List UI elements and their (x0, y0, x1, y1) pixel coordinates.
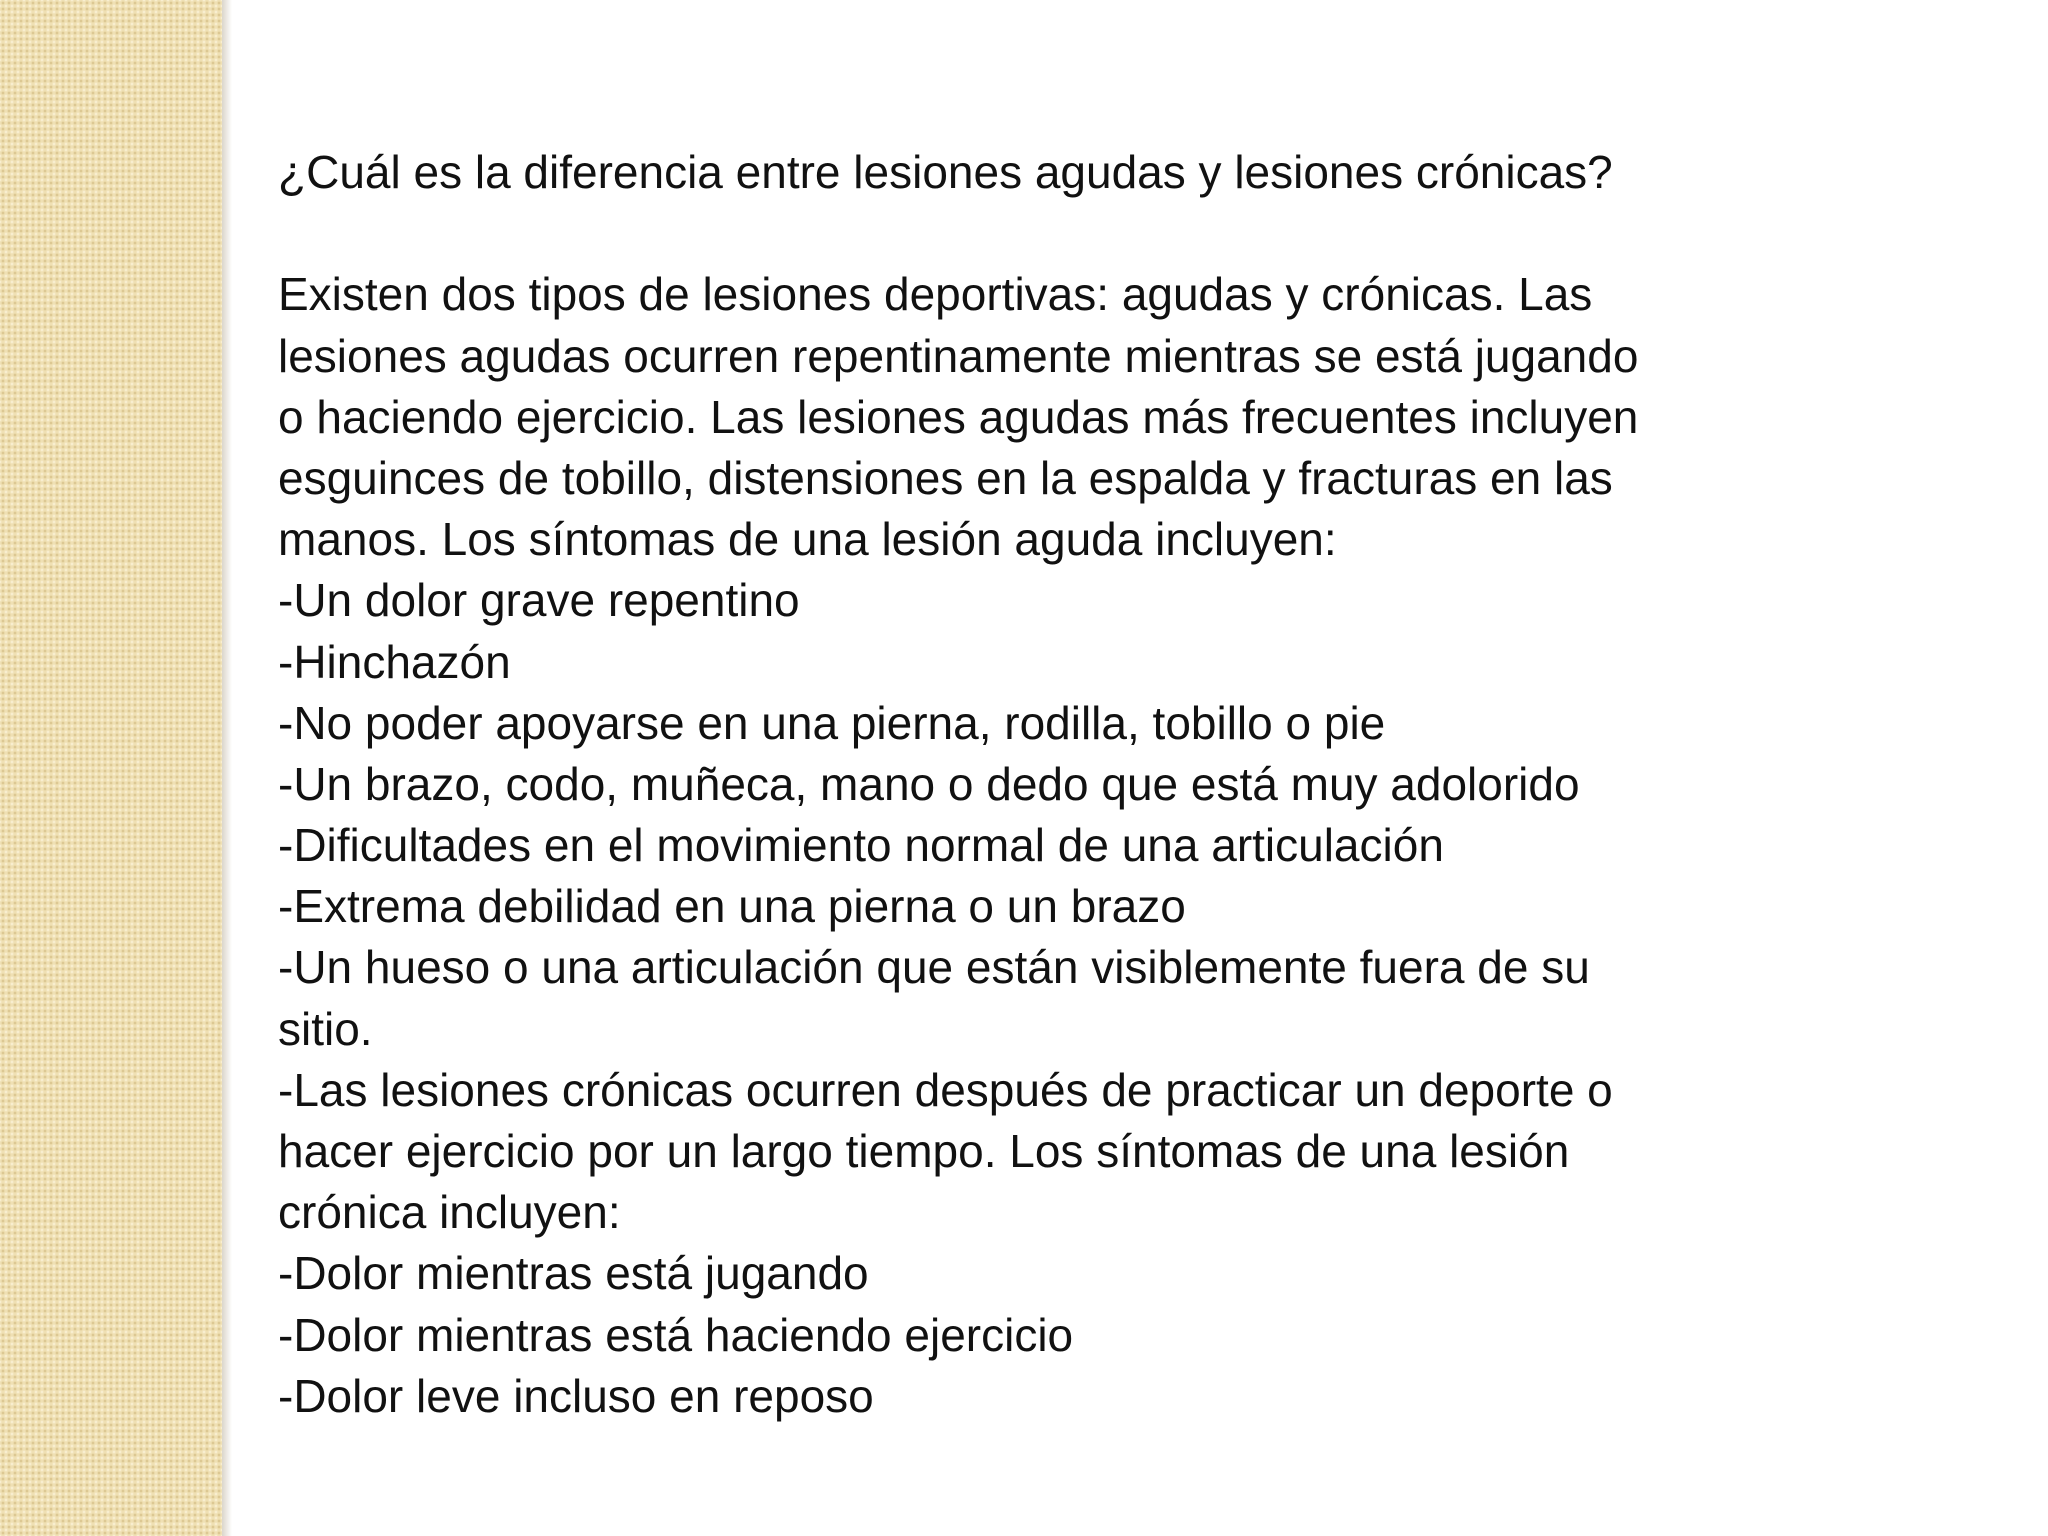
symptom-item: -Dolor leve incluso en reposo (278, 1369, 874, 1422)
symptom-item: -Dificultades en el movimiento normal de una articulación (278, 819, 1444, 872)
decorative-side-band (0, 0, 222, 1536)
text-line: Existen dos tipos de lesiones deportivas: agudas y crónicas. Las (278, 268, 1593, 321)
text-line: hacer ejercicio por un largo tiempo. Los síntomas de una lesión (278, 1125, 1570, 1177)
slide-text-block (278, 142, 1838, 1427)
blank-line (278, 203, 1838, 264)
symptom-item: -Un hueso o una articulación que están visiblemente fuera de su (278, 941, 1590, 994)
text-line: -Las lesiones crónicas ocurren después de practicar un deporte o (278, 1063, 1613, 1116)
text-line: manos. Los síntomas de una lesión aguda incluyen: (278, 513, 1337, 566)
symptom-item: -No poder apoyarse en una pierna, rodilla, tobillo o pie (278, 696, 1386, 749)
symptom-item: -Un brazo, codo, muñeca, mano o dedo que está muy adolorido (278, 757, 1580, 810)
symptom-item: -Hinchazón (278, 635, 511, 688)
symptom-item: -Dolor mientras está haciendo ejercicio (278, 1308, 1074, 1361)
text-line: o haciendo ejercicio. Las lesiones agudas más frecuentes incluyen (278, 390, 1639, 443)
text-line: sitio. (278, 1002, 373, 1055)
text-line: crónica incluyen: (278, 1186, 621, 1239)
symptom-item: -Extrema debilidad en una pierna o un brazo (278, 880, 1186, 933)
question-heading: ¿Cuál es la diferencia entre lesiones agudas y lesiones crónicas? (278, 146, 1613, 198)
symptom-item: -Un dolor grave repentino (278, 574, 800, 627)
text-line: lesiones agudas ocurren repentinamente mientras se está jugando (278, 329, 1639, 382)
side-band-shadow (222, 0, 232, 1536)
text-line: esguinces de tobillo, distensiones en la espalda y fracturas en las (278, 451, 1613, 504)
symptom-item: -Dolor mientras está jugando (278, 1247, 869, 1300)
